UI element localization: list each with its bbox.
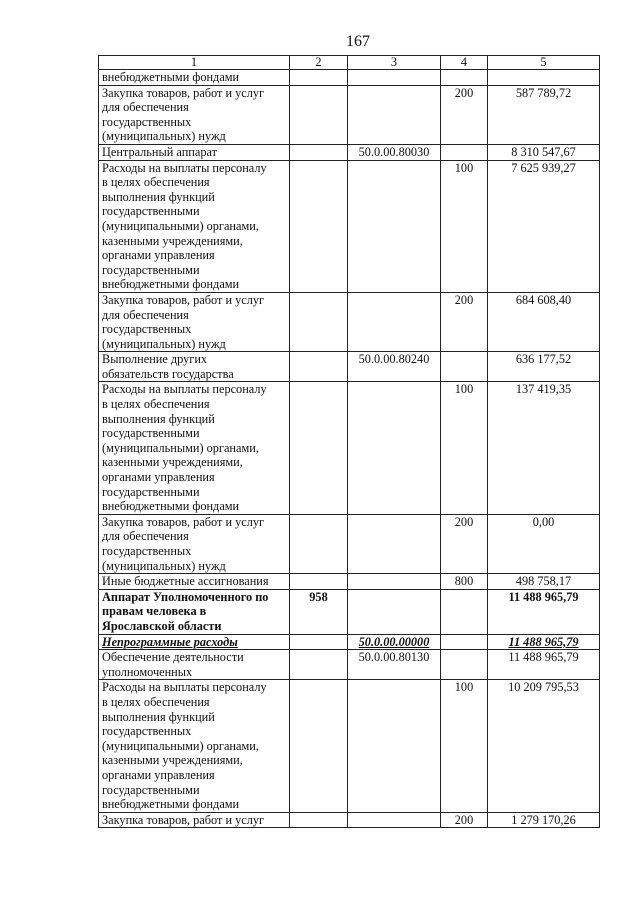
row-name-cell: внебюджетными фондами: [99, 70, 290, 86]
row-name-cell: Выполнение других обязательств государства: [99, 352, 290, 382]
row-amount-cell: 11 488 965,79: [488, 589, 600, 634]
table-row: [99, 144, 600, 160]
column-header: 1: [99, 56, 290, 70]
row-amount-cell: 587 789,72: [488, 85, 600, 144]
row-amount-cell: 636 177,52: [488, 352, 600, 382]
row-amount-cell: 0,00: [488, 514, 600, 573]
row-amount-cell: 137 419,35: [488, 382, 600, 514]
row-target-code-cell: [348, 70, 441, 86]
row-expense-type-cell: 200: [441, 812, 488, 828]
column-header: 3: [348, 56, 441, 70]
row-admin-code-cell: [290, 574, 348, 590]
row-amount-cell: 498 758,17: [488, 574, 600, 590]
row-amount-cell: 7 625 939,27: [488, 160, 600, 292]
row-name-cell: Расходы на выплаты персоналу в целях обеспечения выполнения функций государственными (муниципальными) органами, казенными учреждениями, органами управления государственными внебюджетными фондами: [99, 382, 290, 514]
row-admin-code-cell: [290, 634, 348, 650]
row-target-code-cell: [348, 574, 441, 590]
table-row: [99, 70, 600, 86]
row-target-code-cell: [348, 160, 441, 292]
row-expense-type-cell: [441, 589, 488, 634]
table-row: [99, 160, 600, 292]
table-row: [99, 812, 600, 828]
row-expense-type-cell: [441, 70, 488, 86]
row-expense-type-cell: 100: [441, 680, 488, 812]
row-admin-code-cell: [290, 650, 348, 680]
row-admin-code-cell: [290, 514, 348, 573]
table-row: [99, 634, 600, 650]
row-admin-code-cell: [290, 70, 348, 86]
budget-table: [98, 55, 600, 828]
column-header: 2: [290, 56, 348, 70]
column-header: 5: [488, 56, 600, 70]
row-admin-code-cell: [290, 85, 348, 144]
row-expense-type-cell: [441, 352, 488, 382]
row-expense-type-cell: [441, 144, 488, 160]
table-row: [99, 292, 600, 351]
row-name-cell: Закупка товаров, работ и услуг для обеспечения государственных (муниципальных) нужд: [99, 514, 290, 573]
table-row: [99, 650, 600, 680]
row-admin-code-cell: [290, 382, 348, 514]
row-name-cell: Непрограммные расходы: [99, 634, 290, 650]
row-amount-cell: 684 608,40: [488, 292, 600, 351]
table-row: [99, 514, 600, 573]
row-expense-type-cell: 200: [441, 292, 488, 351]
row-amount-cell: 11 488 965,79: [488, 650, 600, 680]
row-name-cell: Расходы на выплаты персоналу в целях обеспечения выполнения функций государственными (муниципальными) органами, казенными учреждениями, органами управления государственными внебюджетными фондами: [99, 160, 290, 292]
row-target-code-cell: 50.0.00.80030: [348, 144, 441, 160]
row-name-cell: Закупка товаров, работ и услуг для обеспечения государственных (муниципальных) нужд: [99, 85, 290, 144]
row-target-code-cell: [348, 382, 441, 514]
row-amount-cell: 11 488 965,79: [488, 634, 600, 650]
row-admin-code-cell: [290, 352, 348, 382]
table-row: [99, 382, 600, 514]
row-admin-code-cell: [290, 292, 348, 351]
row-target-code-cell: 50.0.00.80130: [348, 650, 441, 680]
table-header-row: [99, 56, 600, 70]
row-name-cell: Аппарат Уполномоченного по правам человека в Ярославской области: [99, 589, 290, 634]
row-expense-type-cell: 100: [441, 160, 488, 292]
table-row: [99, 574, 600, 590]
row-expense-type-cell: [441, 634, 488, 650]
row-target-code-cell: 50.0.00.80240: [348, 352, 441, 382]
row-expense-type-cell: 100: [441, 382, 488, 514]
row-name-cell: Закупка товаров, работ и услуг: [99, 812, 290, 828]
row-amount-cell: 1 279 170,26: [488, 812, 600, 828]
row-target-code-cell: [348, 589, 441, 634]
row-name-cell: Закупка товаров, работ и услуг для обеспечения государственных (муниципальных) нужд: [99, 292, 290, 351]
row-target-code-cell: [348, 812, 441, 828]
row-admin-code-cell: [290, 812, 348, 828]
row-admin-code-cell: [290, 160, 348, 292]
row-name-cell: Расходы на выплаты персоналу в целях обеспечения выполнения функций государственных (муниципальными) органами, казенными учреждениями, органами управления государственными внебюджетными фондами: [99, 680, 290, 812]
row-target-code-cell: [348, 85, 441, 144]
row-amount-cell: 10 209 795,53: [488, 680, 600, 812]
table-row: [99, 85, 600, 144]
row-name-cell: Иные бюджетные ассигнования: [99, 574, 290, 590]
row-admin-code-cell: 958: [290, 589, 348, 634]
row-name-cell: Центральный аппарат: [99, 144, 290, 160]
row-target-code-cell: [348, 680, 441, 812]
row-admin-code-cell: [290, 680, 348, 812]
row-expense-type-cell: 800: [441, 574, 488, 590]
row-expense-type-cell: [441, 650, 488, 680]
row-target-code-cell: [348, 514, 441, 573]
row-admin-code-cell: [290, 144, 348, 160]
table-row: [99, 352, 600, 382]
table-row: [99, 589, 600, 634]
row-name-cell: Обеспечение деятельности уполномоченных: [99, 650, 290, 680]
row-target-code-cell: 50.0.00.00000: [348, 634, 441, 650]
page-number: 167: [346, 33, 370, 50]
row-expense-type-cell: 200: [441, 85, 488, 144]
row-amount-cell: [488, 70, 600, 86]
row-amount-cell: 8 310 547,67: [488, 144, 600, 160]
column-header: 4: [441, 56, 488, 70]
table-row: [99, 680, 600, 812]
row-expense-type-cell: 200: [441, 514, 488, 573]
row-target-code-cell: [348, 292, 441, 351]
